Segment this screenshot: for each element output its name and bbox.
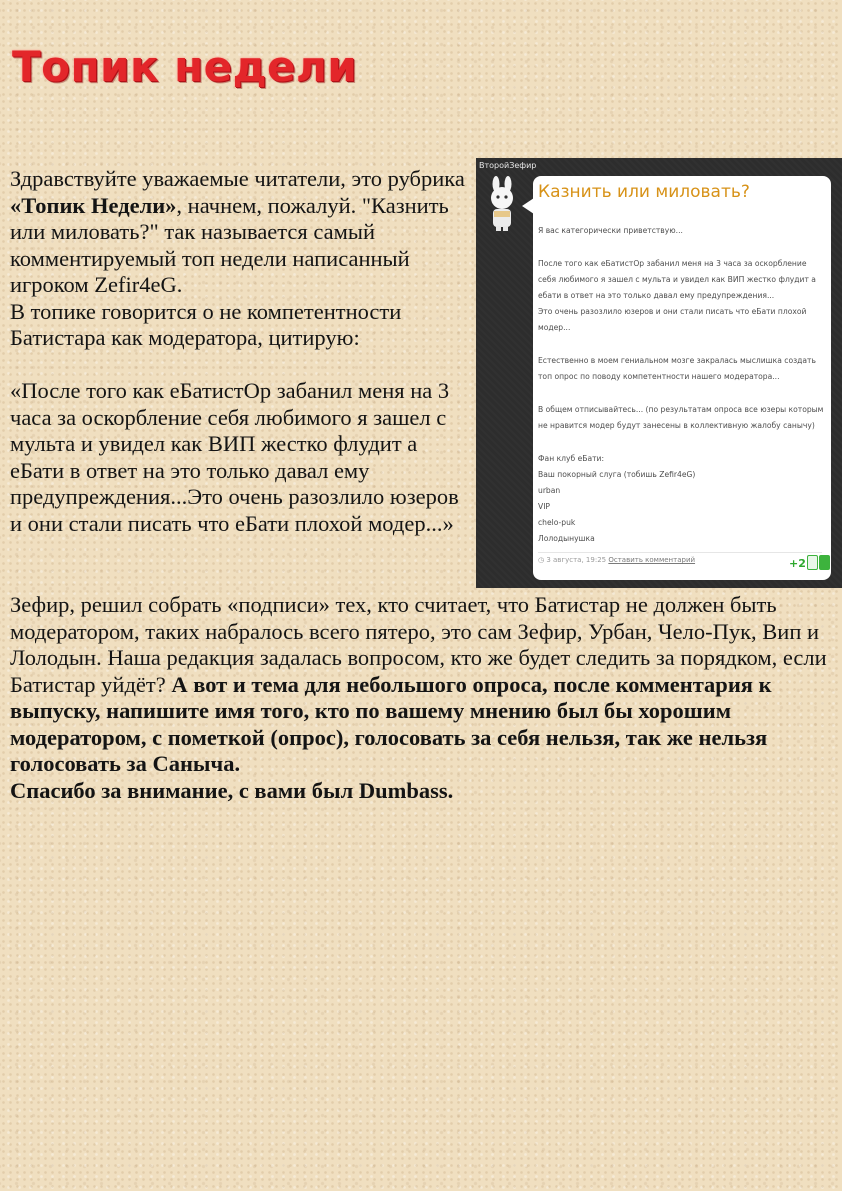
fan-club-header: Фан клуб еБати: <box>538 454 605 463</box>
leave-comment-link[interactable]: Оставить комментарий <box>608 556 696 564</box>
post-heading: Казнить или миловать? <box>538 182 750 202</box>
avatar-icon <box>484 176 520 232</box>
signoff: Спасибо за внимание, с вами был Dumbass. <box>10 777 454 803</box>
page-title: Топик недели <box>12 42 358 91</box>
post-paragraph-2: Естественно в моем гениальном мозге закралась мыслишка создать топ опрос по поводу компетентности нашего модератора... <box>538 356 816 381</box>
fan-item: VIP <box>538 502 551 511</box>
intro-line2: В топике говорится о не компетентности Батистара как модератора, цитирую: <box>10 298 402 350</box>
fan-item: Лолодынушка <box>538 534 595 543</box>
bottom-paragraph <box>10 592 842 778</box>
intro-paragraph <box>10 166 480 299</box>
intro-text <box>10 166 480 352</box>
rubric-name: «Топик Недели» <box>10 192 177 218</box>
quote-text: «После того как еБатистОр забанил меня на 3 часа за оскорбление себя любимого я зашел с мульта и увидел как ВИП жестко флудит а еБати в ответ на это только давал ему предупреждения...Это очень разозлило юзеров и они стали писать что еБати плохой модер...» <box>10 378 459 536</box>
vote-up-icon[interactable] <box>807 555 818 570</box>
fan-item: urban <box>538 486 561 495</box>
topic-screenshot <box>476 158 842 588</box>
post-score: +2 <box>789 557 806 570</box>
post-footer <box>538 556 828 572</box>
post-date: 3 августа, 19:25 <box>546 556 607 564</box>
footer-divider <box>538 552 822 553</box>
clock-icon: ◷ <box>538 556 545 564</box>
screenshot-author: ВторойЗефир <box>479 161 537 170</box>
post-paragraph-3: В общем отписывайтесь... (по результатам опроса все юзеры которым не нравится модер будут занесены в коллективную жалобу санычу) <box>538 405 824 430</box>
post-paragraph-1b: Это очень разозлило юзеров и они стали писать что еБати плохой модер... <box>538 307 807 332</box>
vote-down-icon[interactable] <box>819 555 830 570</box>
fan-item: chelo-puk <box>538 518 576 527</box>
poll-question: А вот и тема для небольшого опроса, после комментария к выпуску, напишите имя того, кто по вашему мнению был бы хорошим модератором, с пометкой (опрос), голосовать за себя нельзя, так же нельзя голосовать за Саныча. <box>10 671 772 776</box>
fan-item: Ваш покорный слуга (тобишь Zefir4eG) <box>538 470 696 479</box>
post-greeting: Я вас категорически приветствую... <box>538 226 683 235</box>
bottom-text <box>10 592 842 804</box>
post-body <box>538 223 824 547</box>
intro-line1-tail: , начнем, пожалуй. "Казнить или миловать?" так называется самый комментируемый топ недели написанный игроком Zefir4eG. <box>10 192 449 297</box>
quote-block <box>10 378 476 537</box>
post-paragraph-1: После того как еБатистОр забанил меня на 3 часа за оскорбление себя любимого я зашел с мульта и увидел как ВИП жестко флудит а ебати в ответ на это только давал ему предупреждения... <box>538 259 816 300</box>
intro-line1: Здравствуйте уважаемые читатели, это рубрика <box>10 166 465 191</box>
bottom-normal: Зефир, решил собрать «подписи» тех, кто считает, что Батистар не должен быть модератором, таких набралось всего пятеро, это сам Зефир, Урбан, Чело-Пук, Вип и Лолодын. Наша редакция задалась вопросом, кто же будет следить за порядком, если Батистар уйдёт? <box>10 592 827 697</box>
